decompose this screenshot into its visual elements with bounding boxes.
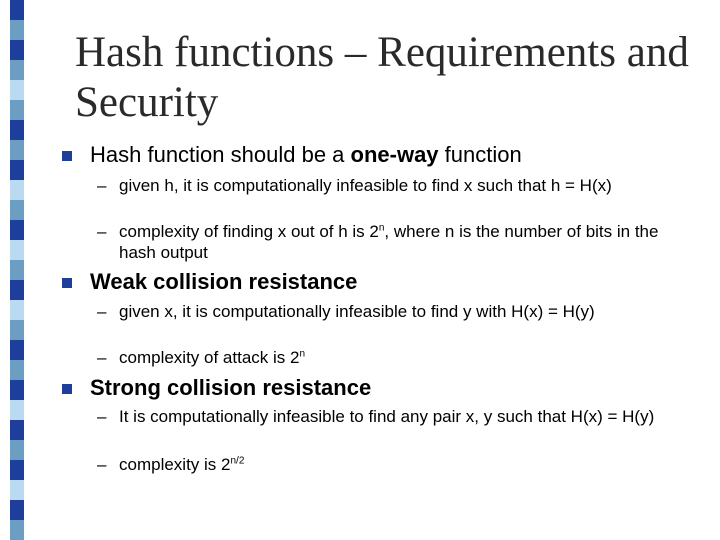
sub-bullet-text: given x, it is computationally infeasible to find y with H(x) = H(y): [119, 302, 595, 321]
superscript: n: [378, 222, 385, 234]
square-bullet-icon: [62, 384, 72, 394]
superscript: n: [299, 348, 306, 360]
strip-block: [10, 40, 24, 60]
dash-marker: –: [97, 407, 107, 426]
strip-block: [10, 100, 24, 120]
sub-text-pre: complexity of attack is 2: [119, 348, 300, 367]
strip-block: [10, 60, 24, 80]
strip-block: [10, 300, 24, 320]
strip-block: [10, 0, 24, 20]
strip-block: [10, 380, 24, 400]
dash-marker: –: [97, 222, 107, 241]
square-bullet-icon: [62, 278, 72, 288]
sub-bullet-text: given h, it is computationally infeasible to find x such that h = H(x): [119, 176, 612, 195]
dash-marker: –: [97, 302, 107, 321]
sub-text-post: , where n is the number of bits in the hash output: [119, 222, 659, 262]
sub-bullet-text: [119, 221, 679, 263]
strip-block: [10, 500, 24, 520]
bullet-text: Weak collision resistance: [90, 269, 358, 294]
sub-bullet-text: [119, 454, 679, 475]
dash-marker: –: [97, 176, 107, 195]
strip-block: [10, 80, 24, 100]
strip-block: [10, 260, 24, 280]
sub-text-pre: complexity of finding x out of h is 2: [119, 222, 379, 241]
strip-block: [10, 120, 24, 140]
strip-block: [10, 340, 24, 360]
strip-block: [10, 460, 24, 480]
strip-block: [10, 320, 24, 340]
strip-block: [10, 140, 24, 160]
superscript: n/2: [230, 455, 245, 467]
bullet-text: [90, 142, 522, 168]
strip-block: [10, 180, 24, 200]
dash-marker: –: [97, 455, 107, 474]
strip-block: [10, 520, 24, 540]
strip-block: [10, 240, 24, 260]
sub-bullet-text: It is computationally infeasible to find any pair x, y such that H(x) = H(y): [119, 407, 655, 426]
dash-marker: –: [97, 348, 107, 367]
strip-block: [10, 280, 24, 300]
bullet-text-post: function: [438, 142, 522, 167]
strip-block: [10, 160, 24, 180]
square-bullet-icon: [62, 151, 72, 161]
strip-block: [10, 220, 24, 240]
bullet-text-bold: one-way: [350, 142, 439, 167]
strip-block: [10, 200, 24, 220]
strip-block: [10, 400, 24, 420]
strip-block: [10, 440, 24, 460]
strip-block: [10, 420, 24, 440]
decorative-strip: [0, 0, 44, 540]
slide-title: Hash functions – Requirements and Security: [75, 29, 689, 126]
sub-bullet-text: [119, 347, 679, 368]
strip-block: [10, 360, 24, 380]
strip-block: [10, 20, 24, 40]
strip-block: [10, 480, 24, 500]
bullet-text: Strong collision resistance: [90, 375, 372, 400]
bullet-text-pre: Hash function should be a: [90, 142, 351, 167]
sub-text-pre: complexity is 2: [119, 455, 231, 474]
